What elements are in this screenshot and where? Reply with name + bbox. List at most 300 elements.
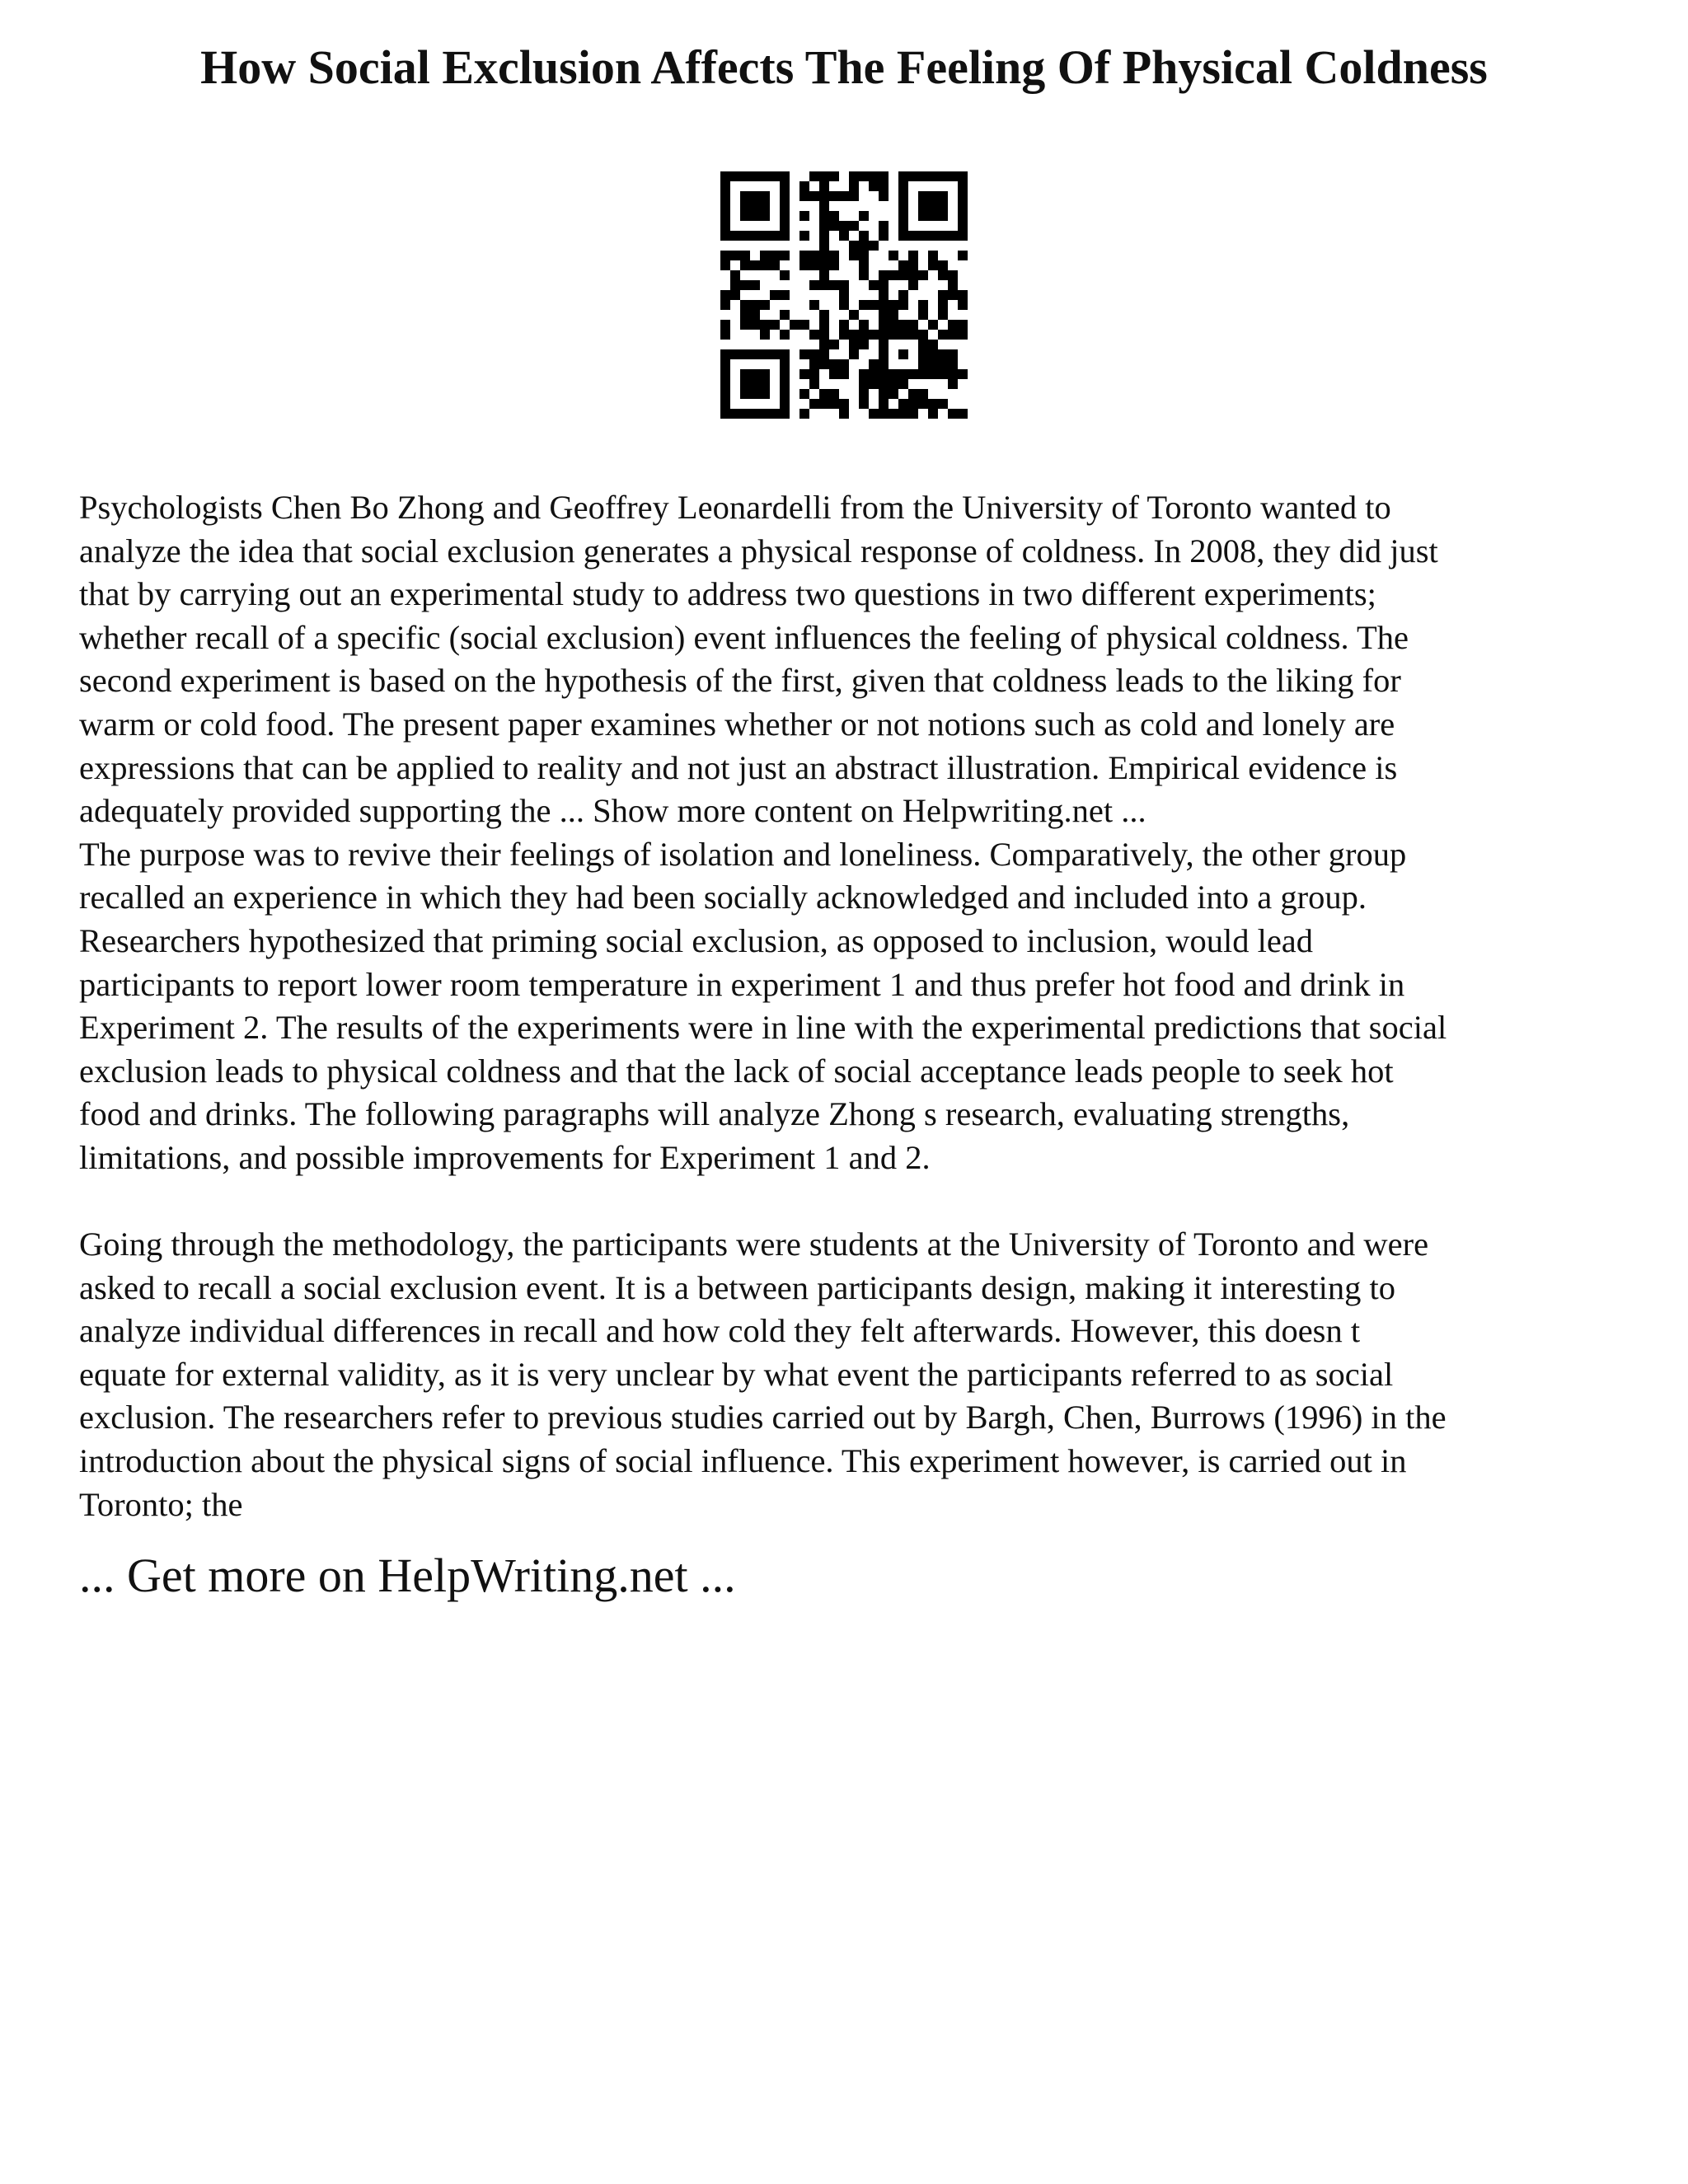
qr-module	[898, 260, 908, 270]
paragraph-line: recalled an experience in which they had been socially acknowledged and included into a group.	[79, 879, 1367, 916]
qr-module	[938, 211, 948, 221]
qr-module	[819, 359, 829, 369]
qr-module	[859, 260, 869, 270]
qr-module	[859, 379, 869, 389]
paragraph-line: Toronto; the	[79, 1485, 243, 1523]
qr-module	[879, 409, 889, 419]
qr-module	[720, 399, 730, 409]
qr-module	[879, 181, 889, 191]
qr-module	[849, 330, 859, 340]
qr-module	[839, 320, 849, 330]
qr-module	[849, 241, 859, 251]
qr-module	[928, 191, 938, 201]
qr-module	[829, 211, 839, 221]
qr-module	[720, 191, 730, 201]
qr-module	[928, 359, 938, 369]
qr-module	[928, 349, 938, 359]
qr-module	[819, 349, 829, 359]
qr-module	[839, 399, 849, 409]
qr-module	[908, 270, 918, 280]
qr-module	[740, 280, 750, 290]
qr-module	[908, 389, 918, 399]
paragraph-line: The purpose was to revive their feelings of isolation and loneliness. Comparatively, the other group	[79, 835, 1407, 873]
qr-module	[780, 349, 790, 359]
qr-module	[720, 260, 730, 270]
qr-module	[730, 280, 740, 290]
qr-module	[918, 270, 928, 280]
qr-module	[819, 231, 829, 241]
qr-module	[879, 359, 889, 369]
qr-module	[799, 389, 809, 399]
paragraph-1	[79, 486, 1629, 1180]
qr-module	[898, 369, 908, 379]
qr-module	[918, 389, 928, 399]
qr-module	[760, 300, 770, 310]
qr-module	[859, 231, 869, 241]
qr-module	[720, 369, 730, 379]
qr-module	[819, 330, 829, 340]
qr-module	[869, 280, 879, 290]
qr-module	[829, 251, 839, 260]
qr-module	[898, 171, 908, 181]
qr-module	[879, 300, 889, 310]
qr-module	[879, 399, 889, 409]
qr-module	[948, 270, 958, 280]
paragraph-line: exclusion leads to physical coldness and that the lack of social acceptance leads people to seek hot	[79, 1052, 1394, 1090]
qr-module	[879, 369, 889, 379]
qr-module	[889, 379, 898, 389]
qr-module	[740, 171, 750, 181]
qr-module	[869, 241, 879, 251]
qr-module	[869, 369, 879, 379]
qr-module	[750, 310, 760, 320]
qr-module	[760, 231, 770, 241]
qr-module	[760, 211, 770, 221]
qr-module	[750, 211, 760, 221]
qr-module	[898, 300, 908, 310]
qr-module	[730, 251, 740, 260]
qr-module	[839, 221, 849, 231]
qr-module	[869, 379, 879, 389]
qr-module	[760, 191, 770, 201]
qr-module	[750, 231, 760, 241]
qr-module	[740, 349, 750, 359]
qr-module	[849, 171, 859, 181]
qr-module	[799, 260, 809, 270]
qr-module	[750, 389, 760, 399]
paragraph-line: expressions that can be applied to reality and not just an abstract illustration. Empirical evidence is	[79, 748, 1398, 786]
qr-module	[720, 349, 730, 359]
qr-module	[879, 349, 889, 359]
qr-module	[799, 369, 809, 379]
qr-module	[898, 191, 908, 201]
qr-module	[730, 171, 740, 181]
qr-module	[898, 409, 908, 419]
qr-module	[948, 280, 958, 290]
qr-module	[819, 389, 829, 399]
qr-module	[938, 369, 948, 379]
qr-module	[918, 349, 928, 359]
qr-module	[898, 231, 908, 241]
qr-module	[839, 300, 849, 310]
qr-module	[740, 231, 750, 241]
qr-module	[720, 231, 730, 241]
qr-module	[918, 330, 928, 340]
qr-module	[809, 191, 819, 201]
qr-module	[740, 369, 750, 379]
qr-module	[879, 191, 889, 201]
qr-module	[720, 251, 730, 260]
qr-module	[889, 389, 898, 399]
qr-module	[720, 330, 730, 340]
paragraph-line: equate for external validity, as it is very unclear by what event the participants referred to as social	[79, 1355, 1394, 1393]
qr-module	[938, 349, 948, 359]
qr-module	[938, 191, 948, 201]
qr-module	[958, 201, 968, 211]
qr-module	[928, 369, 938, 379]
qr-module	[780, 251, 790, 260]
qr-module	[918, 359, 928, 369]
qr-module	[730, 349, 740, 359]
qr-module	[819, 320, 829, 330]
qr-module	[898, 211, 908, 221]
qr-module	[918, 340, 928, 349]
qr-module	[740, 260, 750, 270]
qr-module	[958, 251, 968, 260]
qr-module	[750, 320, 760, 330]
qr-module	[730, 231, 740, 241]
qr-module	[918, 300, 928, 310]
qr-module	[819, 211, 829, 221]
qr-module	[948, 290, 958, 300]
qr-module	[849, 349, 859, 359]
qr-module	[839, 359, 849, 369]
qr-module	[790, 320, 799, 330]
qr-module	[898, 349, 908, 359]
qr-module	[898, 181, 908, 191]
qr-module	[829, 389, 839, 399]
qr-module	[938, 300, 948, 310]
qr-module	[809, 399, 819, 409]
qr-module	[859, 340, 869, 349]
qr-module	[780, 201, 790, 211]
qr-module	[760, 260, 770, 270]
qr-module	[918, 310, 928, 320]
qr-module	[829, 221, 839, 231]
qr-module	[760, 330, 770, 340]
qr-module	[869, 409, 879, 419]
qr-module	[839, 290, 849, 300]
qr-module	[908, 260, 918, 270]
qr-module	[740, 409, 750, 419]
qr-module	[809, 171, 819, 181]
qr-module	[750, 409, 760, 419]
qr-module	[809, 349, 819, 359]
paragraph-line: asked to recall a social exclusion event. It is a between participants design, making it interesting to	[79, 1268, 1396, 1306]
qr-code-icon	[720, 171, 968, 419]
paragraph-line: analyze the idea that social exclusion generates a physical response of coldness. In 2008, they did just	[79, 532, 1438, 569]
qr-module	[869, 300, 879, 310]
qr-module	[819, 260, 829, 270]
qr-module	[780, 221, 790, 231]
qr-module	[780, 409, 790, 419]
qr-module	[720, 300, 730, 310]
qr-module	[839, 369, 849, 379]
qr-module	[908, 171, 918, 181]
qr-module	[809, 379, 819, 389]
qr-module	[780, 171, 790, 181]
qr-module	[908, 280, 918, 290]
qr-module	[889, 300, 898, 310]
qr-module	[908, 251, 918, 260]
qr-module	[720, 221, 730, 231]
qr-module	[869, 171, 879, 181]
qr-module	[839, 231, 849, 241]
qr-module	[879, 290, 889, 300]
qr-module	[720, 409, 730, 419]
qr-module	[938, 359, 948, 369]
qr-module	[809, 369, 819, 379]
paragraph-line: Researchers hypothesized that priming social exclusion, as opposed to inclusion, would lead	[79, 921, 1314, 959]
qr-module	[799, 181, 809, 191]
qr-module	[849, 181, 859, 191]
qr-module	[928, 211, 938, 221]
qr-module	[819, 201, 829, 211]
qr-module	[819, 310, 829, 320]
qr-module	[908, 399, 918, 409]
qr-module	[819, 191, 829, 201]
qr-module	[879, 171, 889, 181]
qr-module	[780, 211, 790, 221]
qr-module	[770, 171, 780, 181]
qr-module	[879, 340, 889, 349]
qr-module	[948, 349, 958, 359]
paragraph-line: second experiment is based on the hypothesis of the first, given that coldness leads to the liking for	[79, 662, 1401, 700]
qr-module	[938, 290, 948, 300]
qr-module	[889, 409, 898, 419]
qr-module	[809, 251, 819, 260]
qr-module	[829, 369, 839, 379]
qr-module	[750, 201, 760, 211]
qr-module	[908, 320, 918, 330]
qr-module	[928, 340, 938, 349]
qr-module	[859, 369, 869, 379]
qr-module	[938, 330, 948, 340]
qr-module	[809, 280, 819, 290]
qr-module	[730, 409, 740, 419]
qr-module	[928, 399, 938, 409]
qr-module	[829, 359, 839, 369]
qr-module	[918, 171, 928, 181]
paragraph-line: exclusion. The researchers refer to previous studies carried out by Bargh, Chen, Burrows (1996) in the	[79, 1399, 1447, 1436]
qr-module	[938, 270, 948, 280]
qr-module	[859, 211, 869, 221]
qr-module	[819, 340, 829, 349]
qr-module	[879, 379, 889, 389]
qr-module	[720, 379, 730, 389]
qr-module	[780, 369, 790, 379]
qr-module	[918, 191, 928, 201]
qr-module	[918, 201, 928, 211]
qr-module	[740, 300, 750, 310]
qr-module	[879, 310, 889, 320]
qr-module	[760, 409, 770, 419]
qr-module	[740, 379, 750, 389]
qr-module	[908, 369, 918, 379]
qr-module	[898, 221, 908, 231]
qr-module	[780, 399, 790, 409]
qr-module	[948, 171, 958, 181]
qr-module	[869, 359, 879, 369]
qr-module	[819, 241, 829, 251]
qr-module	[720, 181, 730, 191]
qr-module	[889, 320, 898, 330]
qr-module	[958, 191, 968, 201]
qr-module	[799, 409, 809, 419]
qr-module	[859, 389, 869, 399]
paragraph-line: warm or cold food. The present paper examines whether or not notions such as cold and lonely are	[79, 705, 1395, 743]
qr-module	[958, 231, 968, 241]
qr-module	[770, 320, 780, 330]
qr-module	[859, 270, 869, 280]
qr-module	[958, 330, 968, 340]
qr-module	[859, 300, 869, 310]
paragraph-line: food and drinks. The following paragraphs will analyze Zhong s research, evaluating strengths,	[79, 1095, 1350, 1133]
qr-module	[770, 260, 780, 270]
qr-module	[819, 171, 829, 181]
qr-module	[879, 221, 889, 231]
qr-module	[958, 211, 968, 221]
qr-module	[839, 191, 849, 201]
qr-module	[829, 399, 839, 409]
qr-module	[740, 320, 750, 330]
qr-module	[948, 359, 958, 369]
qr-module	[750, 260, 760, 270]
qr-module	[809, 330, 819, 340]
qr-module	[889, 270, 898, 280]
qr-module	[720, 359, 730, 369]
qr-module	[770, 231, 780, 241]
qr-module	[770, 290, 780, 300]
qr-module	[859, 330, 869, 340]
qr-module	[839, 409, 849, 419]
qr-module	[928, 409, 938, 419]
qr-module	[948, 320, 958, 330]
qr-module	[879, 231, 889, 241]
qr-module	[938, 310, 948, 320]
qr-module	[948, 379, 958, 389]
qr-module	[918, 211, 928, 221]
qr-module	[918, 369, 928, 379]
qr-module	[799, 320, 809, 330]
qr-module	[799, 349, 809, 359]
qr-module	[849, 191, 859, 201]
qr-module	[948, 231, 958, 241]
qr-module	[938, 201, 948, 211]
qr-module	[730, 290, 740, 300]
paragraph-line: that by carrying out an experimental study to address two questions in two different experiments;	[79, 575, 1376, 613]
qr-module	[799, 251, 809, 260]
qr-module	[780, 379, 790, 389]
qr-module	[740, 310, 750, 320]
qr-module	[720, 320, 730, 330]
qr-module	[740, 251, 750, 260]
qr-module	[958, 409, 968, 419]
qr-module	[720, 201, 730, 211]
paragraph-line: Experiment 2. The results of the experiments were in line with the experimental predictions that social	[79, 1009, 1447, 1047]
qr-module	[918, 399, 928, 409]
qr-module	[859, 320, 869, 330]
qr-module	[760, 369, 770, 379]
qr-module	[740, 191, 750, 201]
qr-module	[819, 251, 829, 260]
paragraph-2	[79, 1223, 1629, 1526]
qr-module	[740, 389, 750, 399]
qr-module	[938, 260, 948, 270]
paragraph-line: introduction about the physical signs of social influence. This experiment however, is carried out in	[79, 1441, 1407, 1479]
paragraph-line: limitations, and possible improvements for Experiment 1 and 2.	[79, 1138, 931, 1176]
qr-module	[750, 280, 760, 290]
qr-module	[948, 369, 958, 379]
paragraph-line: Going through the methodology, the participants were students at the University of Toronto and were	[79, 1226, 1429, 1263]
qr-module	[928, 231, 938, 241]
qr-module	[760, 320, 770, 330]
qr-module	[829, 191, 839, 201]
paragraph-line: adequately provided supporting the ... Show more content on Helpwriting.net ...	[79, 792, 1146, 830]
paragraph-line: participants to report lower room temperature in experiment 1 and thus prefer hot food and drink in	[79, 965, 1405, 1003]
paragraph-line: whether recall of a specific (social exclusion) event influences the feeling of physical coldness. The	[79, 618, 1409, 656]
qr-module	[839, 280, 849, 290]
qr-module	[879, 389, 889, 399]
qr-module	[809, 260, 819, 270]
qr-module	[908, 330, 918, 340]
qr-module	[898, 320, 908, 330]
qr-module	[760, 201, 770, 211]
qr-module	[948, 330, 958, 340]
qr-module	[819, 280, 829, 290]
qr-module	[760, 171, 770, 181]
get-more-link[interactable]: ... Get more on HelpWriting.net ...	[79, 1549, 736, 1602]
qr-module	[928, 171, 938, 181]
qr-module	[928, 251, 938, 260]
qr-module	[859, 251, 869, 260]
qr-module	[889, 251, 898, 260]
qr-module	[938, 171, 948, 181]
qr-module	[720, 389, 730, 399]
qr-module	[770, 251, 780, 260]
qr-module	[770, 349, 780, 359]
qr-module	[958, 369, 968, 379]
qr-module	[859, 241, 869, 251]
qr-module	[898, 379, 908, 389]
qr-module	[879, 270, 889, 280]
qr-module	[908, 409, 918, 419]
qr-module	[958, 221, 968, 231]
qr-module	[740, 201, 750, 211]
qr-module	[958, 181, 968, 191]
qr-module	[918, 231, 928, 241]
qr-module	[958, 300, 968, 310]
qr-module	[958, 171, 968, 181]
qr-module	[898, 270, 908, 280]
qr-module	[829, 171, 839, 181]
qr-module	[780, 359, 790, 369]
qr-module	[849, 251, 859, 260]
qr-module	[958, 320, 968, 330]
qr-module	[928, 320, 938, 330]
qr-module	[889, 310, 898, 320]
qr-module	[780, 389, 790, 399]
